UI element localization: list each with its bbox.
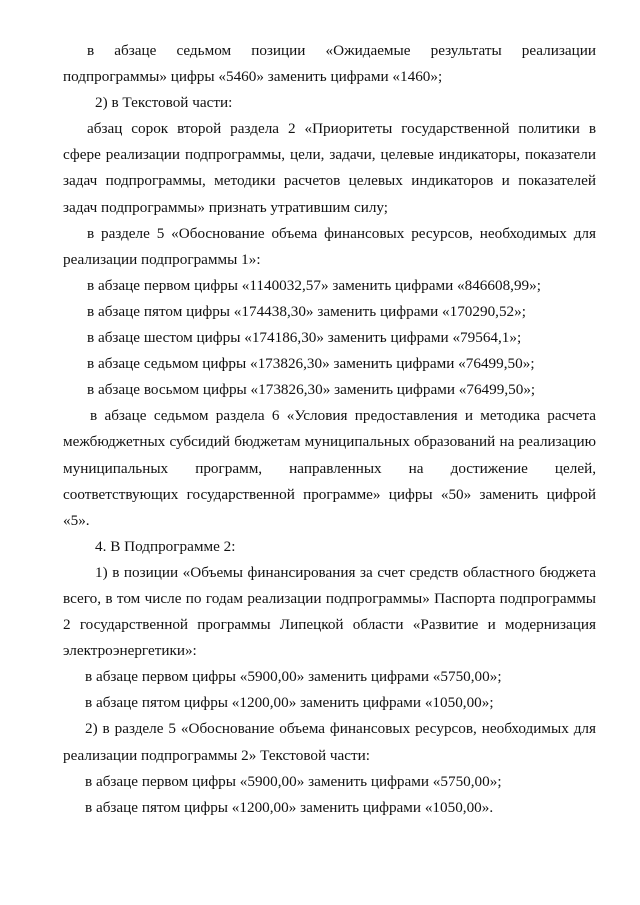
paragraph-3: абзац сорок второй раздела 2 «Приоритеты государственной политики в сфере реализации подпрограммы, цели, задачи, целевые индикаторы, показатели задач подпрограммы, методики расчетов целевых индикаторов и показателей задач подпрограммы» признать утратившим силу; — [63, 120, 596, 216]
paragraph-8: в абзаце седьмом цифры «173826,30» заменить цифрами «76499,50»; — [87, 355, 535, 373]
paragraph-13: в абзаце первом цифры «5900,00» заменить цифрами «5750,00»; — [85, 668, 502, 686]
paragraph-15: 2) в разделе 5 «Обоснование объема финансовых ресурсов, необходимых для реализации подпрограммы 2» Текстовой части: — [63, 720, 596, 764]
paragraph-17: в абзаце пятом цифры «1200,00» заменить цифрами «1050,00». — [85, 798, 494, 816]
paragraph-7: в абзаце шестом цифры «174186,30» заменить цифрами «79564,1»; — [87, 329, 522, 347]
paragraph-1: в абзаце седьмом позиции «Ожидаемые результаты реализации подпрограммы» цифры «5460» заменить цифрами «1460»; — [63, 42, 596, 86]
paragraph-4: в разделе 5 «Обоснование объема финансовых ресурсов, необходимых для реализации подпрограммы 1»: — [63, 224, 596, 268]
paragraph-9: в абзаце восьмом цифры «173826,30» заменить цифрами «76499,50»; — [87, 381, 536, 399]
paragraph-5: в абзаце первом цифры «1140032,57» заменить цифрами «846608,99»; — [87, 276, 541, 294]
document-page — [63, 38, 596, 821]
paragraph-14: в абзаце пятом цифры «1200,00» заменить цифрами «1050,00»; — [85, 694, 494, 712]
paragraph-12: 1) в позиции «Объемы финансирования за счет средств областного бюджета всего, в том числе по годам реализации подпрограммы» Паспорта подпрограммы 2 государственной программы Липецкой области «Развитие и модернизация электроэнергетики»: — [63, 563, 596, 660]
paragraph-10: в абзаце седьмом раздела 6 «Условия предоставления и методика расчета межбюджетных субсидий бюджетам муниципальных образований на реализацию муниципальных программ, направленных на достижение целей, соответствующих государственной программе» цифры «50» заменить цифрой «5». — [63, 407, 596, 529]
paragraph-11: 4. В Подпрограмме 2: — [95, 537, 236, 555]
paragraph-2: 2) в Текстовой части: — [95, 94, 233, 112]
paragraph-6: в абзаце пятом цифры «174438,30» заменить цифрами «170290,52»; — [87, 302, 526, 320]
paragraph-16: в абзаце первом цифры «5900,00» заменить цифрами «5750,00»; — [85, 772, 502, 790]
